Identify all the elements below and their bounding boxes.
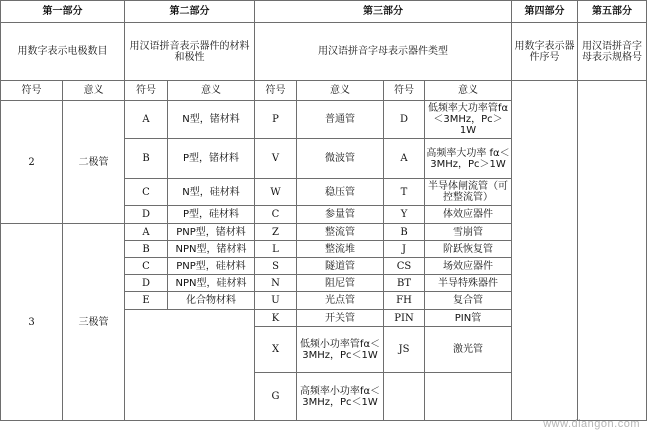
part1-symbol: 2	[1, 101, 63, 224]
watermark-text: www.diangon.com	[543, 418, 640, 430]
part3-symbol-2: A	[384, 139, 425, 179]
part3-meaning-2	[425, 373, 512, 421]
part2-symbol: B	[125, 139, 168, 179]
part3-meaning-2: 阶跃恢复管	[425, 241, 512, 258]
part1-symbol-header: 符号	[1, 81, 63, 101]
part3-meaning: 开关管	[297, 310, 384, 327]
part3-header: 第三部分	[255, 1, 512, 23]
part3-meaning-2: 雪崩管	[425, 224, 512, 241]
part3-description: 用汉语拼音字母表示器件类型	[255, 23, 512, 81]
part3-meaning-2: PIN管	[425, 310, 512, 327]
part3-meaning-header: 意义	[297, 81, 384, 101]
part3-meaning: 整流管	[297, 224, 384, 241]
part2-symbol: D	[125, 275, 168, 292]
part2-meaning: PNP型，硅材料	[168, 258, 255, 275]
part3-symbol: K	[255, 310, 297, 327]
part3-meaning-2: 低频率大功率管fα＜3MHz，Pc＞1W	[425, 101, 512, 139]
part3-meaning-2: 复合管	[425, 292, 512, 310]
part2-meaning: NPN型，锗材料	[168, 241, 255, 258]
part3-meaning: 稳压管	[297, 179, 384, 206]
part1-header: 第一部分	[1, 1, 125, 23]
part3-symbol: N	[255, 275, 297, 292]
part3-symbol-2: J	[384, 241, 425, 258]
part3-symbol: U	[255, 292, 297, 310]
part3-meaning: 整流堆	[297, 241, 384, 258]
part3-meaning-2: 场效应器件	[425, 258, 512, 275]
part1-symbol: 3	[1, 224, 63, 421]
part3-symbol-2: FH	[384, 292, 425, 310]
part3-symbol-2	[384, 373, 425, 421]
part4-empty-cell	[512, 81, 578, 421]
part3-symbol: Z	[255, 224, 297, 241]
part2-symbol-header: 符号	[125, 81, 168, 101]
part3-symbol: P	[255, 101, 297, 139]
part3-meaning-header-2: 意义	[425, 81, 512, 101]
part-header-row	[1, 1, 647, 23]
part3-meaning: 低频小功率管fα＜3MHz，Pc＜1W	[297, 327, 384, 373]
part2-header: 第二部分	[125, 1, 255, 23]
part2-symbol: C	[125, 179, 168, 206]
part2-symbol: A	[125, 101, 168, 139]
part3-meaning-2: 半导体闸流管（可控整流管）	[425, 179, 512, 206]
part3-symbol: C	[255, 206, 297, 224]
part2-meaning: N型，硅材料	[168, 179, 255, 206]
part1-meaning: 二极管	[63, 101, 125, 224]
part3-symbol-2: BT	[384, 275, 425, 292]
part3-symbol-2: Y	[384, 206, 425, 224]
part-description-row	[1, 23, 647, 81]
part3-symbol-header: 符号	[255, 81, 297, 101]
part2-meaning: 化合物材料	[168, 292, 255, 310]
part3-meaning: 参量管	[297, 206, 384, 224]
part3-meaning-2: 高频率大功率 fα＜3MHz，Pc＞1W	[425, 139, 512, 179]
part3-meaning: 光点管	[297, 292, 384, 310]
part3-symbol-2: D	[384, 101, 425, 139]
part3-symbol-2: CS	[384, 258, 425, 275]
part3-symbol-2: JS	[384, 327, 425, 373]
part2-meaning: PNP型，锗材料	[168, 224, 255, 241]
part3-symbol: G	[255, 373, 297, 421]
part3-symbol: V	[255, 139, 297, 179]
part3-symbol-2: B	[384, 224, 425, 241]
part2-symbol: B	[125, 241, 168, 258]
part1-description: 用数字表示电极数目	[1, 23, 125, 81]
part3-meaning-2: 体效应器件	[425, 206, 512, 224]
part2-meaning: N型，锗材料	[168, 101, 255, 139]
part3-meaning: 隧道管	[297, 258, 384, 275]
part3-symbol: S	[255, 258, 297, 275]
sub-header-row	[1, 81, 647, 101]
part3-symbol: L	[255, 241, 297, 258]
part5-header: 第五部分	[578, 1, 647, 23]
part1-meaning: 三极管	[63, 224, 125, 421]
part2-description: 用汉语拼音表示器件的材料和极性	[125, 23, 255, 81]
part3-meaning: 微波管	[297, 139, 384, 179]
part3-symbol: W	[255, 179, 297, 206]
part2-symbol: C	[125, 258, 168, 275]
part3-symbol-header-2: 符号	[384, 81, 425, 101]
part3-meaning-2: 激光管	[425, 327, 512, 373]
part2-meaning-header: 意义	[168, 81, 255, 101]
part5-empty-cell	[578, 81, 647, 421]
part2-symbol: A	[125, 224, 168, 241]
part3-symbol-2: PIN	[384, 310, 425, 327]
part3-symbol-2: T	[384, 179, 425, 206]
part3-meaning-2: 半导特殊器件	[425, 275, 512, 292]
part3-meaning: 高频率小功率fα＜3MHz，Pc＜1W	[297, 373, 384, 421]
part5-description: 用汉语拼音字母表示规格号	[578, 23, 647, 81]
part4-description: 用数字表示器件序号	[512, 23, 578, 81]
part3-meaning: 普通管	[297, 101, 384, 139]
part2-empty-cell	[125, 310, 255, 421]
part4-header: 第四部分	[512, 1, 578, 23]
part2-meaning: NPN型，硅材料	[168, 275, 255, 292]
part2-meaning: P型，锗材料	[168, 139, 255, 179]
part2-symbol: D	[125, 206, 168, 224]
part2-meaning: P型，硅材料	[168, 206, 255, 224]
part2-symbol: E	[125, 292, 168, 310]
part3-meaning: 阻尼管	[297, 275, 384, 292]
part3-symbol: X	[255, 327, 297, 373]
part1-meaning-header: 意义	[63, 81, 125, 101]
